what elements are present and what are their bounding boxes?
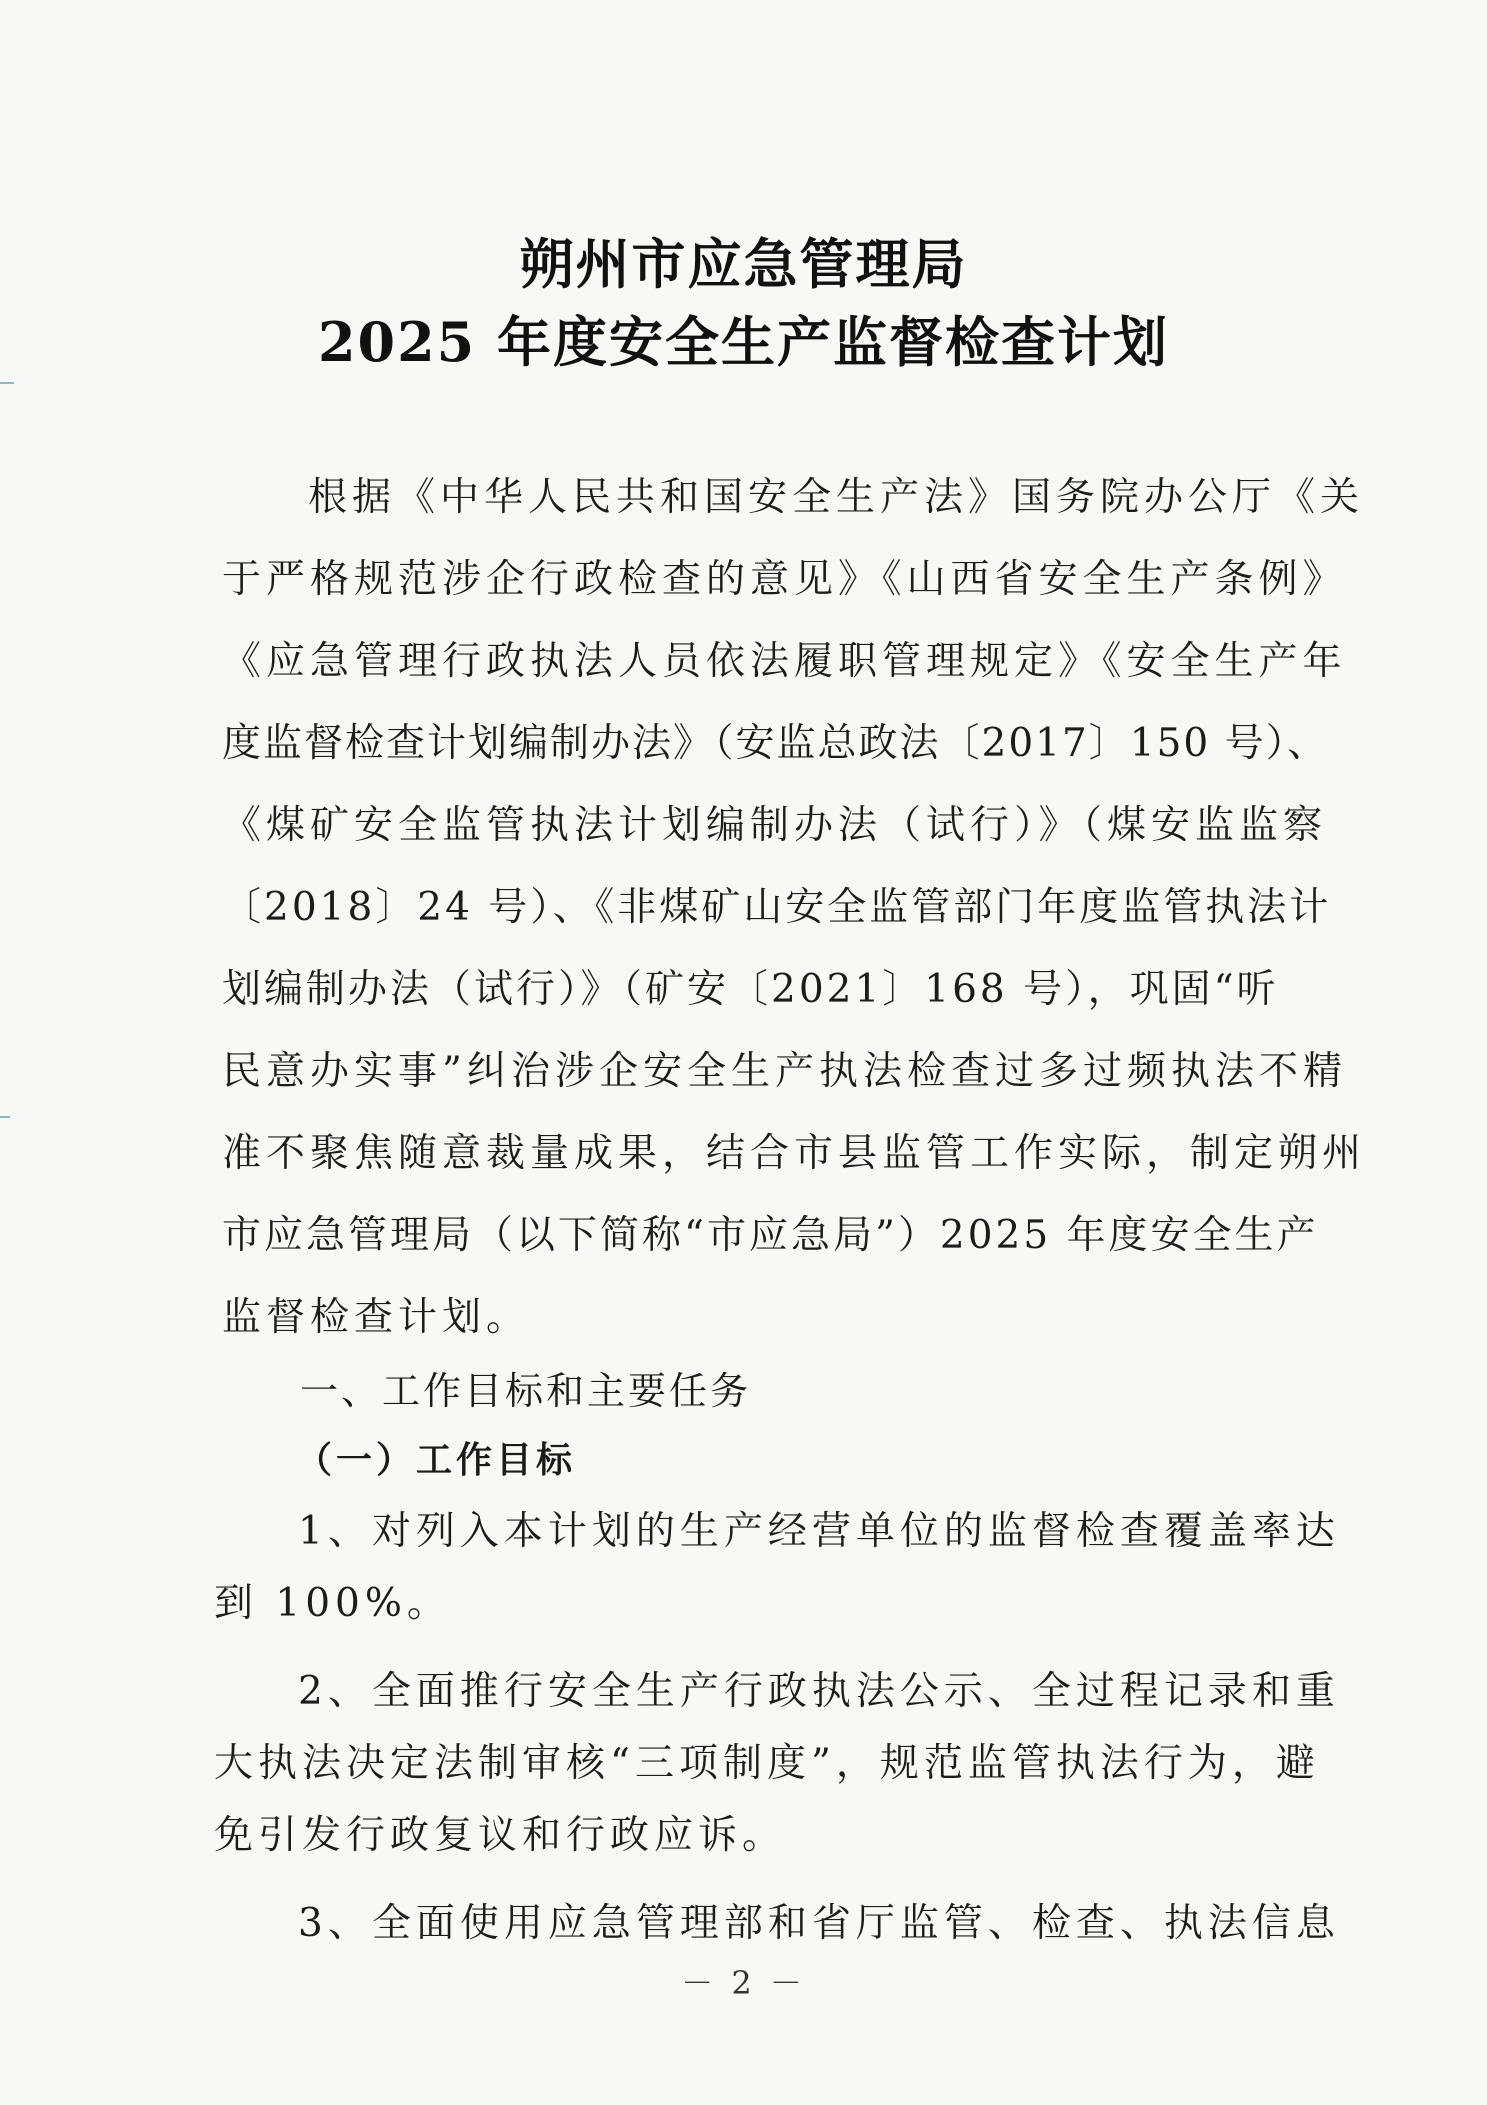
section-heading: 一、工作目标和主要任务 xyxy=(300,1369,752,1413)
intro-line: 民意办实事”纠治涉企安全生产执法检查过多过频执法不精 xyxy=(222,1049,1347,1094)
document-title-line-1: 朔州市应急管理局 xyxy=(519,232,968,296)
intro-line: 市应急管理局（以下简称“市应急局”）2025 年度安全生产 xyxy=(222,1213,1319,1258)
goal-line: 免引发行政复议和行政应诉。 xyxy=(214,1813,787,1858)
page-number: － 2 － xyxy=(681,1964,806,2002)
intro-line: 〔2018〕24 号）、《非煤矿山安全监管部门年度监管执法计 xyxy=(222,885,1332,930)
goal-line: 3、全面使用应急管理部和省厅监管、检查、执法信息 xyxy=(298,1901,1340,1946)
intro-line: 《应急管理行政执法人员依法履职管理规定》《安全生产年 xyxy=(222,639,1347,684)
scan-artifact xyxy=(0,1116,10,1118)
intro-line: 于严格规范涉企行政检查的意见》《山西省安全生产条例》 xyxy=(222,557,1347,602)
scan-artifact xyxy=(0,382,14,384)
intro-line: 度监督检查计划编制办法》（安监总政法〔2017〕150 号）、 xyxy=(222,721,1329,766)
goal-line: 2、全面推行安全生产行政执法公示、全过程记录和重 xyxy=(298,1669,1340,1714)
intro-line: 根据《中华人民共和国安全生产法》国务院办公厅《关 xyxy=(308,475,1365,520)
goal-line: 到 100%。 xyxy=(214,1581,451,1626)
intro-line: 监督检查计划。 xyxy=(222,1295,531,1340)
intro-line: 划编制办法（试行）》（矿安〔2021〕168 号），巩固“听 xyxy=(222,967,1279,1012)
intro-line: 《煤矿安全监管执法计划编制办法（试行）》（煤安监监察 xyxy=(222,803,1328,848)
goal-line: 1、对列入本计划的生产经营单位的监督检查覆盖率达 xyxy=(298,1509,1340,1554)
goal-line: 大执法决定法制审核“三项制度”，规范监管执法行为，避 xyxy=(214,1741,1320,1786)
subsection-heading: （一）工作目标 xyxy=(296,1439,577,1481)
intro-line: 准不聚焦随意裁量成果，结合市县监管工作实际，制定朔州 xyxy=(222,1131,1367,1176)
document-title-line-2: 2025 年度安全生产监督检查计划 xyxy=(317,310,1170,374)
